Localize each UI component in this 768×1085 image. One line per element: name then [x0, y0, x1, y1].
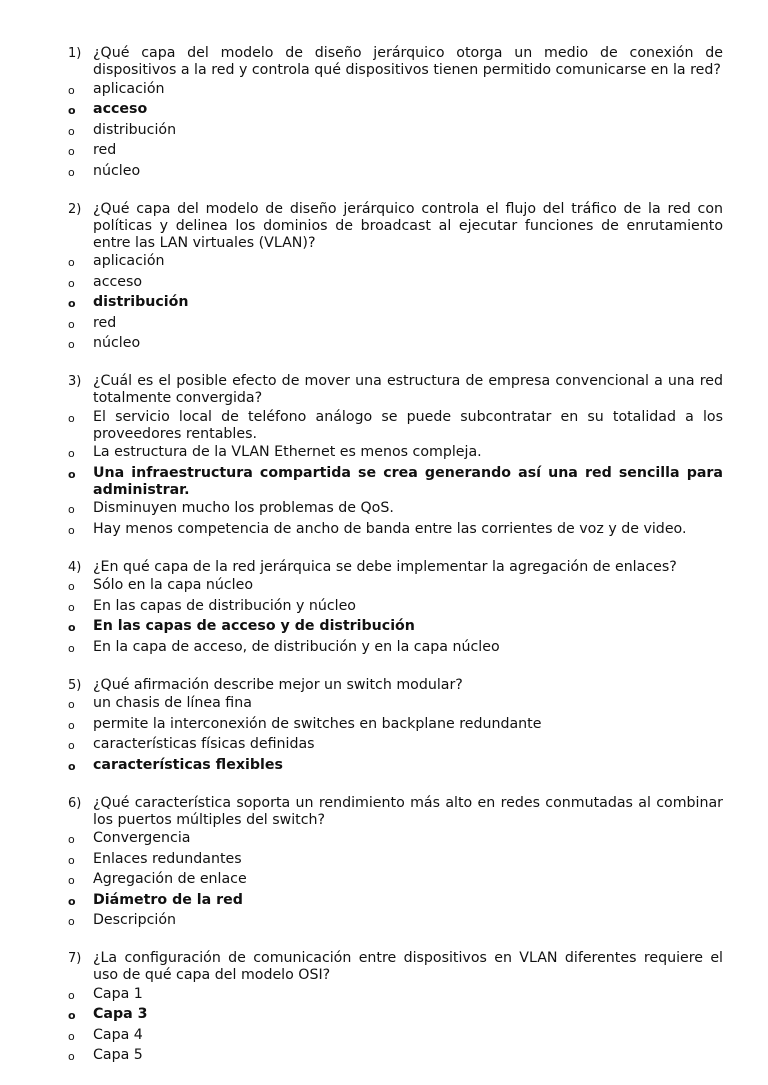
bullet-icon: o [68, 523, 75, 537]
bullet-icon: o [68, 759, 76, 773]
option-text: Sólo en la capa núcleo [93, 577, 254, 593]
bullet-icon: o [68, 1050, 75, 1063]
question-number: 3) [68, 374, 82, 389]
question-number: 4) [68, 559, 82, 575]
answer-option-correct [68, 618, 723, 637]
option-text: En las capas de acceso y de distribución [93, 618, 415, 634]
question-text: ¿Qué característica soporta un rendimiento más alto en redes conmutadas al combinar los puertos múltiples del switch? [93, 794, 723, 828]
option-text: Capa 3 [93, 1006, 148, 1022]
question-number: 6) [68, 795, 82, 811]
option-text: En las capas de distribución y núcleo [93, 597, 356, 614]
answer-option [68, 830, 723, 849]
question-text: ¿La configuración de comunicación entre dispositivos en VLAN diferentes requiere el uso de qué capa del modelo OSI? [93, 950, 723, 983]
question-number: 7) [68, 951, 82, 966]
option-text: núcleo [93, 162, 141, 179]
option-text: características físicas definidas [93, 736, 315, 752]
answer-option [68, 736, 723, 755]
option-text: Agregación de enlace [93, 871, 247, 887]
bullet-icon: o [68, 600, 75, 614]
option-text: aplicación [93, 253, 165, 269]
option-text: Capa 5 [93, 1047, 143, 1063]
option-text: Una infraestructura compartida se crea generando así una red sencilla para administrar. [93, 464, 723, 498]
bullet-icon: o [68, 297, 76, 310]
answer-option [68, 851, 723, 870]
option-text: Enlaces redundantes [93, 850, 242, 867]
option-text: Capa 4 [93, 1026, 143, 1043]
question-text: ¿Cuál es el posible efecto de mover una estructura de empresa convencional a una red totalmente convergida? [93, 373, 723, 406]
bullet-icon: o [68, 718, 75, 732]
option-text: red [93, 314, 117, 331]
answer-option [68, 521, 723, 540]
question-6 [68, 795, 723, 932]
answer-option [68, 871, 723, 890]
question-row [68, 45, 723, 79]
answer-option-correct [68, 294, 723, 313]
question-text: ¿Qué capa del modelo de diseño jerárquico otorga un medio de conexión de dispositivos a la red y controla qué dispositivos tienen permitido comunicarse en la red? [93, 45, 723, 78]
option-text: Diámetro de la red [93, 891, 243, 908]
answer-option [68, 1027, 723, 1046]
option-text: La estructura de la VLAN Ethernet es menos compleja. [93, 444, 482, 460]
option-text: Descripción [93, 912, 177, 928]
answer-option [68, 716, 723, 735]
answer-option [68, 695, 723, 714]
bullet-icon: o [68, 1029, 75, 1043]
option-text: Hay menos competencia de ancho de banda entre las corrientes de voz y de video. [93, 520, 687, 537]
answer-option [68, 912, 723, 931]
bullet-icon: o [68, 988, 75, 1002]
question-text: ¿En qué capa de la red jerárquica se debe implementar la agregación de enlaces? [93, 558, 677, 575]
bullet-icon: o [68, 83, 75, 97]
answer-option-correct [68, 1006, 723, 1025]
question-number: 2) [68, 201, 82, 217]
answer-option [68, 315, 723, 334]
option-text: En la capa de acceso, de distribución y en la capa núcleo [93, 638, 500, 655]
bullet-icon: o [68, 338, 75, 351]
question-text: ¿Qué afirmación describe mejor un switch modular? [93, 676, 463, 693]
option-text: un chasis de línea fina [93, 695, 252, 711]
option-text: características flexibles [93, 756, 283, 773]
bullet-icon: o [68, 580, 75, 593]
option-text: red [93, 142, 117, 158]
bullet-icon: o [68, 739, 75, 752]
bullet-icon: o [68, 503, 75, 516]
answer-option [68, 335, 723, 354]
answer-option [68, 122, 723, 141]
bullet-icon: o [68, 621, 76, 634]
bullet-icon: o [68, 165, 75, 179]
answer-option [68, 986, 723, 1005]
question-row [68, 559, 723, 576]
answer-option [68, 500, 723, 519]
bullet-icon: o [68, 276, 75, 290]
question-row [68, 950, 723, 984]
question-4 [68, 559, 723, 658]
answer-option [68, 1047, 723, 1066]
option-text: núcleo [93, 335, 141, 351]
bullet-icon: o [68, 317, 75, 331]
bullet-icon: o [68, 104, 76, 117]
option-text: distribución [93, 294, 189, 310]
answer-option-correct [68, 465, 723, 499]
answer-option [68, 81, 723, 100]
option-text: distribución [93, 121, 177, 138]
bullet-icon: o [68, 641, 75, 655]
answer-option [68, 639, 723, 658]
bullet-icon: o [68, 447, 75, 460]
bullet-icon: o [68, 1009, 76, 1022]
bullet-icon: o [68, 874, 75, 887]
question-row [68, 795, 723, 829]
option-text: Disminuyen mucho los problemas de QoS. [93, 500, 394, 516]
bullet-icon: o [68, 124, 75, 138]
bullet-icon: o [68, 915, 75, 928]
question-2 [68, 201, 723, 355]
bullet-icon: o [68, 467, 76, 481]
question-text: ¿Qué capa del modelo de diseño jerárquico controla el flujo del tráfico de la red con políticas y delinea los dominios de broadcast al ejecutar funciones de enrutamiento entre las LAN virtuales (VLAN)? [93, 200, 723, 251]
option-text: aplicación [93, 80, 165, 97]
question-number: 1) [68, 46, 82, 61]
question-5 [68, 677, 723, 776]
answer-option-correct [68, 892, 723, 911]
answer-option [68, 253, 723, 272]
bullet-icon: o [68, 256, 75, 269]
answer-option-correct [68, 757, 723, 776]
answer-option [68, 577, 723, 596]
option-text: Convergencia [93, 830, 191, 846]
bullet-icon: o [68, 145, 75, 158]
answer-option [68, 142, 723, 161]
answer-option [68, 409, 723, 443]
question-row [68, 677, 723, 694]
option-text: Capa 1 [93, 985, 143, 1002]
answer-option-correct [68, 101, 723, 120]
option-text: El servicio local de teléfono análogo se puede subcontratar en su totalidad a los proveedores rentables. [93, 408, 723, 442]
answer-option [68, 444, 723, 463]
answer-option [68, 274, 723, 293]
bullet-icon: o [68, 853, 75, 867]
option-text: acceso [93, 273, 143, 290]
question-number: 5) [68, 677, 82, 693]
bullet-icon: o [68, 411, 75, 425]
quiz-document [68, 45, 723, 1085]
answer-option [68, 163, 723, 182]
question-1 [68, 45, 723, 182]
answer-option [68, 598, 723, 617]
bullet-icon: o [68, 894, 76, 908]
question-row [68, 201, 723, 252]
bullet-icon: o [68, 833, 75, 846]
question-7 [68, 950, 723, 1066]
question-row [68, 373, 723, 407]
question-3 [68, 373, 723, 540]
option-text: permite la interconexión de switches en backplane redundante [93, 715, 542, 732]
bullet-icon: o [68, 698, 75, 711]
option-text: acceso [93, 101, 148, 117]
